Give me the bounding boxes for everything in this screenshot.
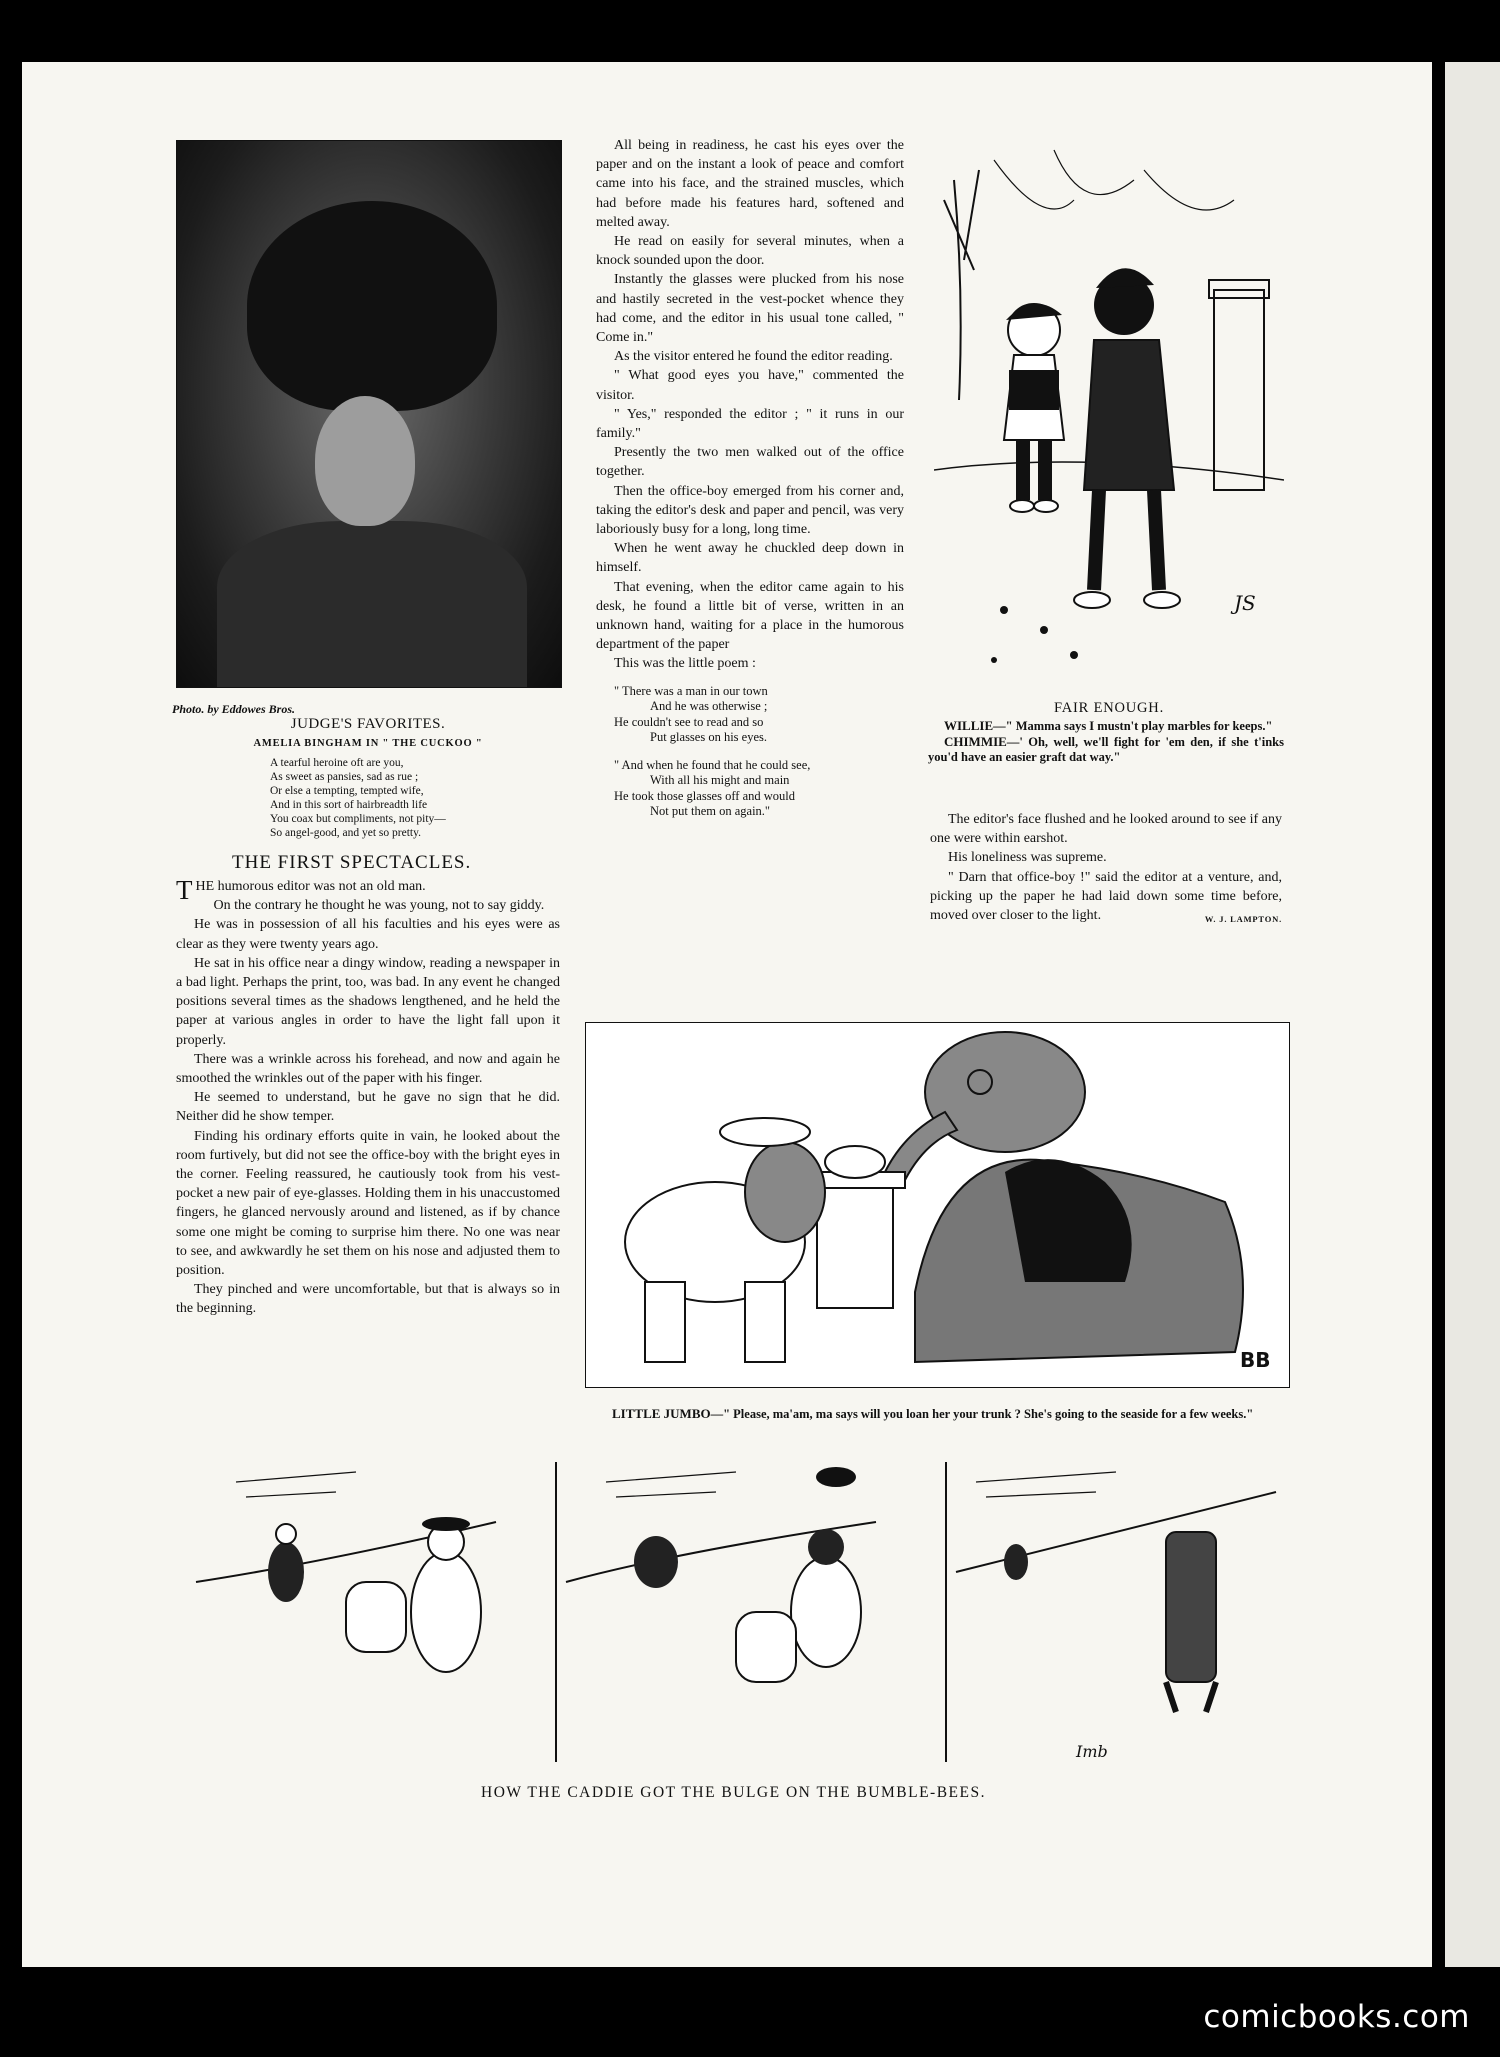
portrait-photo bbox=[176, 140, 562, 688]
article-paragraph: THE humorous editor was not an old man. bbox=[176, 875, 426, 905]
poem-line: " There was a man in our town bbox=[614, 683, 768, 698]
poem-line: You coax but compliments, not pity— bbox=[270, 813, 446, 825]
gate-post bbox=[1214, 290, 1264, 490]
article-title: THE FIRST SPECTACLES. bbox=[232, 852, 472, 873]
article-paragraph: They pinched and were uncomfortable, but that is always so in the beginning. bbox=[176, 1282, 560, 1317]
fair-enough-dialogue bbox=[928, 718, 1284, 765]
article-paragraph: Then the office-boy emerged from his corner and, taking the editor's desk and paper and pencil, was very laboriously busy for a long, long time. bbox=[596, 483, 904, 538]
article-column-1 bbox=[176, 877, 560, 1319]
poem-line: So angel-good, and yet so pretty. bbox=[270, 827, 421, 839]
article-paragraph: That evening, when the editor came again to his desk, he found a little bit of verse, written in an unknown hand, waiting for a place in the humorous department of the paper bbox=[596, 579, 904, 653]
poem-line: And he was otherwise ; bbox=[650, 699, 768, 714]
panel-1 bbox=[196, 1472, 496, 1672]
article-paragraph: There was a wrinkle across his forehead, and now and again he smoothed the wrinkles out of the paper with his finger. bbox=[176, 1051, 560, 1087]
article-paragraph: " What good eyes you have," commented the visitor. bbox=[596, 368, 904, 403]
poem-line: A tearful heroine oft are you, bbox=[270, 757, 404, 769]
coat-shape bbox=[217, 521, 527, 687]
panel-3 bbox=[956, 1472, 1276, 1761]
fair-enough-title: FAIR ENOUGH. bbox=[1053, 700, 1165, 716]
poem-line: Or else a tempting, tempted wife, bbox=[270, 785, 424, 797]
article-paragraph: Finding his ordinary efforts quite in vain, he looked about the room furtively, but did not see the office-boy with the bright eyes in the corner. Feeling reassured, he cautiously took from his vest-pocket a new pair of eye-glasses. Holding them in his unaccustomed fingers, he glanced nervously around and listened, as if by chance some one might be coming to surprise him there. No one was near to see, and awkwardly he set them on his nose and adjusted them to position. bbox=[176, 1128, 560, 1279]
poem-line: And in this sort of hairbreadth life bbox=[270, 799, 428, 811]
photo-credit: Photo. by Eddowes Bros. bbox=[172, 702, 296, 716]
author-signature: W. J. LAMPTON. bbox=[1204, 914, 1282, 925]
poem-line: He took those glasses off and would bbox=[614, 788, 795, 803]
photo-caption-title: JUDGE'S FAVORITES. bbox=[290, 716, 446, 732]
article-paragraph: " Darn that office-boy !" said the editor at a venture, and, picking up the paper he had laid down some time before, moved over closer to the light. W. J. LAMPTON. bbox=[930, 868, 1282, 926]
poem-line: Not put them on again." bbox=[650, 804, 771, 819]
dialogue-line: WILLIE—" Mamma says I mustn't play marbles for keeps." bbox=[944, 718, 1273, 733]
poem-line: As sweet as pansies, sad as rue ; bbox=[270, 771, 419, 783]
article-paragraph: This was the little poem : bbox=[614, 656, 756, 672]
article-paragraph: He seemed to understand, but he gave no sign that he did. Neither did he show temper. bbox=[176, 1090, 560, 1125]
artist-mark: BB bbox=[1240, 1348, 1271, 1372]
site-watermark: comicbooks.com bbox=[1203, 1999, 1470, 2035]
caddie-comic-strip bbox=[176, 1462, 1291, 1770]
hat-shape bbox=[247, 201, 497, 411]
article-paragraph: " Yes," responded the editor ; " it runs in our family." bbox=[596, 406, 904, 442]
poem-line: Put glasses on his eyes. bbox=[650, 730, 768, 745]
adjacent-page-edge bbox=[1445, 62, 1500, 1967]
comic-strip-title: HOW THE CADDIE GOT THE BULGE ON THE BUMBLE-BEES. bbox=[481, 1784, 986, 1801]
marbles bbox=[991, 606, 1078, 663]
article-paragraph: All being in readiness, he cast his eyes over the paper and on the instant a look of peace and comfort came into his face, and the strained muscles, which had before made his features hard, softened and melted away. bbox=[596, 138, 904, 230]
article-paragraph: On the contrary he thought he was young, not to say giddy. bbox=[213, 898, 545, 914]
photo-caption-subtitle: AMELIA BINGHAM IN " THE CUCKOO " bbox=[253, 738, 483, 749]
article-paragraph: He sat in his office near a dingy window, reading a newspaper in a bad light. Perhaps the print, too, was bad. In any event he changed positions several times as the shadows lengthened, and he held the paper at various angles in order to have the light fall upon it properly. bbox=[176, 955, 560, 1048]
boy-chimmie bbox=[1074, 268, 1180, 608]
article-column-3 bbox=[930, 810, 1282, 929]
article-column-2 bbox=[596, 136, 904, 820]
fair-enough-cartoon bbox=[934, 140, 1284, 696]
little-poem bbox=[614, 684, 904, 820]
article-paragraph: Presently the two men walked out of the office together. bbox=[596, 445, 904, 480]
artist-mark: Imb bbox=[1076, 1742, 1108, 1761]
article-paragraph: Instantly the glasses were plucked from his nose and hastily secreted in the vest-pocket whence they had come, and the editor in his usual tone called, " Come in." bbox=[596, 272, 904, 346]
article-paragraph: The editor's face flushed and he looked around to see if any one were within earshot. bbox=[930, 812, 1282, 847]
poem-line: " And when he found that he could see, bbox=[614, 757, 811, 772]
tree-branches bbox=[944, 170, 979, 400]
poem-line: He couldn't see to read and so bbox=[614, 714, 764, 729]
article-paragraph: When he went away he chuckled deep down in himself. bbox=[596, 541, 904, 576]
little-jumbo-caption: LITTLE JUMBO—" Please, ma'am, ma says will you loan her your trunk ? She's going to the seaside for a few weeks." bbox=[612, 1406, 1254, 1421]
article-paragraph: He read on easily for several minutes, when a knock sounded upon the door. bbox=[596, 234, 904, 269]
little-jumbo-cartoon bbox=[585, 1022, 1290, 1388]
photo-poem bbox=[270, 756, 446, 840]
article-paragraph: His loneliness was supreme. bbox=[948, 850, 1107, 866]
article-paragraph: He was in possession of all his faculties and his eyes were as clear as they were twenty years ago. bbox=[176, 917, 560, 952]
dialogue-line: CHIMMIE—' Oh, well, we'll fight for 'em den, if she t'inks you'd have an easier graft dat way." bbox=[928, 734, 1284, 764]
boy-willie bbox=[1004, 304, 1064, 512]
face-shape bbox=[315, 396, 415, 526]
artist-mark: JS bbox=[1234, 591, 1256, 615]
drop-cap: T bbox=[176, 875, 193, 905]
poem-line: With all his might and main bbox=[650, 773, 790, 788]
panel-2 bbox=[566, 1467, 876, 1682]
article-paragraph: As the visitor entered he found the editor reading. bbox=[614, 349, 893, 365]
